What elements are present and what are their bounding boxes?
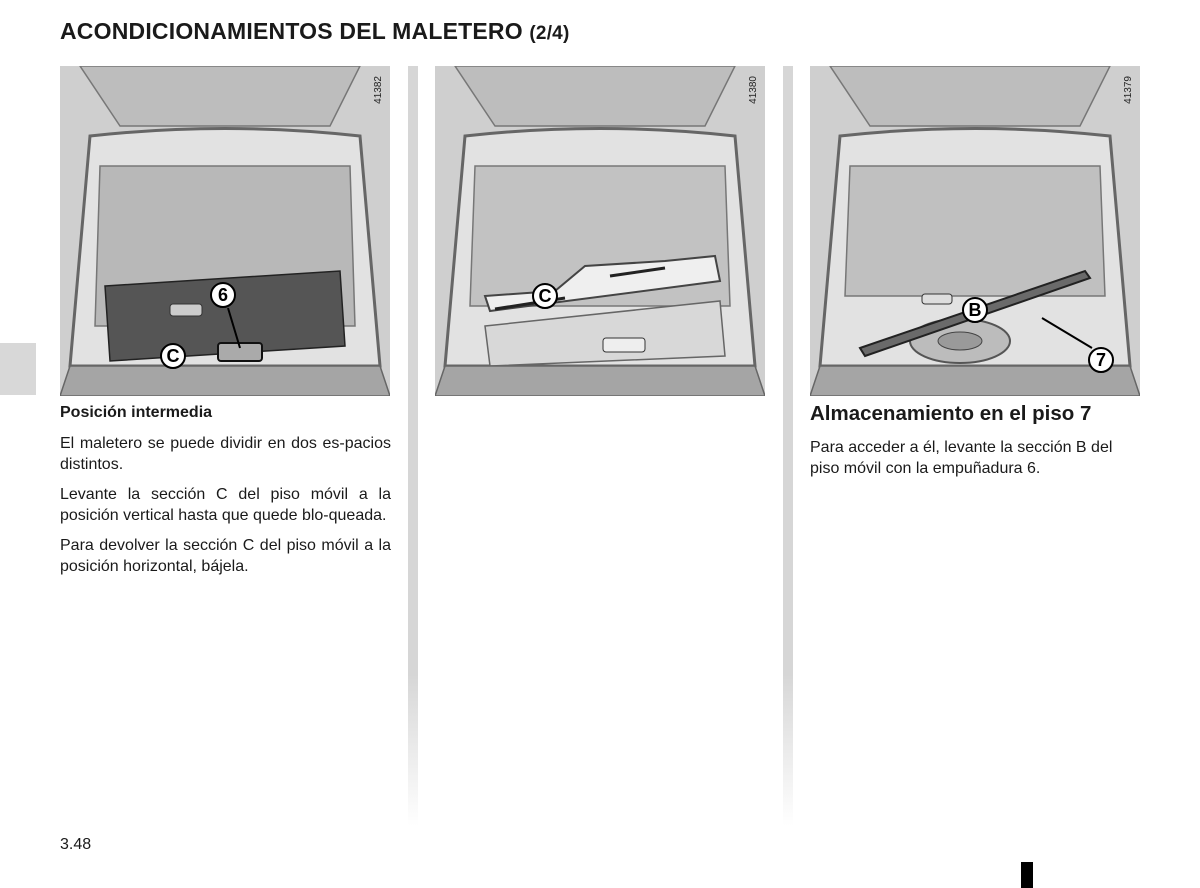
trunk-illustration-2 bbox=[435, 66, 765, 396]
figure-trunk-section-c-raised bbox=[435, 66, 765, 396]
callout-b: B bbox=[962, 297, 988, 323]
figure-code: 41382 bbox=[373, 76, 384, 104]
subheading-intermediate-position: Posición intermedia bbox=[60, 404, 213, 421]
page-edge-marker bbox=[1021, 862, 1033, 888]
page-title bbox=[60, 18, 569, 45]
paragraph: El maletero se puede dividir en dos es-pacios distintos. bbox=[60, 435, 391, 473]
paragraph: Levante la sección C del piso móvil a la posición vertical hasta que quede blo-queada. bbox=[60, 486, 391, 524]
trunk-illustration-3 bbox=[810, 66, 1140, 396]
paragraph: Para acceder a él, levante la sección B del piso móvil con la empuñadura 6. bbox=[810, 439, 1113, 477]
right-column-text bbox=[810, 400, 1141, 488]
trunk-illustration-1 bbox=[60, 66, 390, 396]
page-title-main: ACONDICIONAMIENTOS DEL MALETERO bbox=[60, 18, 523, 44]
callout-c: C bbox=[160, 343, 186, 369]
page-number: 3.48 bbox=[60, 836, 92, 853]
left-column-text bbox=[60, 400, 391, 586]
callout-c: C bbox=[532, 283, 558, 309]
callout-6: 6 bbox=[210, 282, 236, 308]
paragraph: Para devolver la sección C del piso móvil a la posición horizontal, bájela. bbox=[60, 537, 391, 575]
chapter-tab bbox=[0, 343, 36, 395]
callout-7: 7 bbox=[1088, 347, 1114, 373]
heading-floor-storage: Almacenamiento en el piso 7 bbox=[810, 402, 1092, 425]
column-divider-2 bbox=[783, 66, 793, 826]
column-divider-1 bbox=[408, 66, 418, 826]
figure-trunk-intermediate bbox=[60, 66, 390, 396]
page-title-part: (2/4) bbox=[529, 23, 570, 44]
figure-trunk-floor-storage bbox=[810, 66, 1140, 396]
figure-code: 41379 bbox=[1123, 76, 1134, 104]
figure-code: 41380 bbox=[748, 76, 759, 104]
